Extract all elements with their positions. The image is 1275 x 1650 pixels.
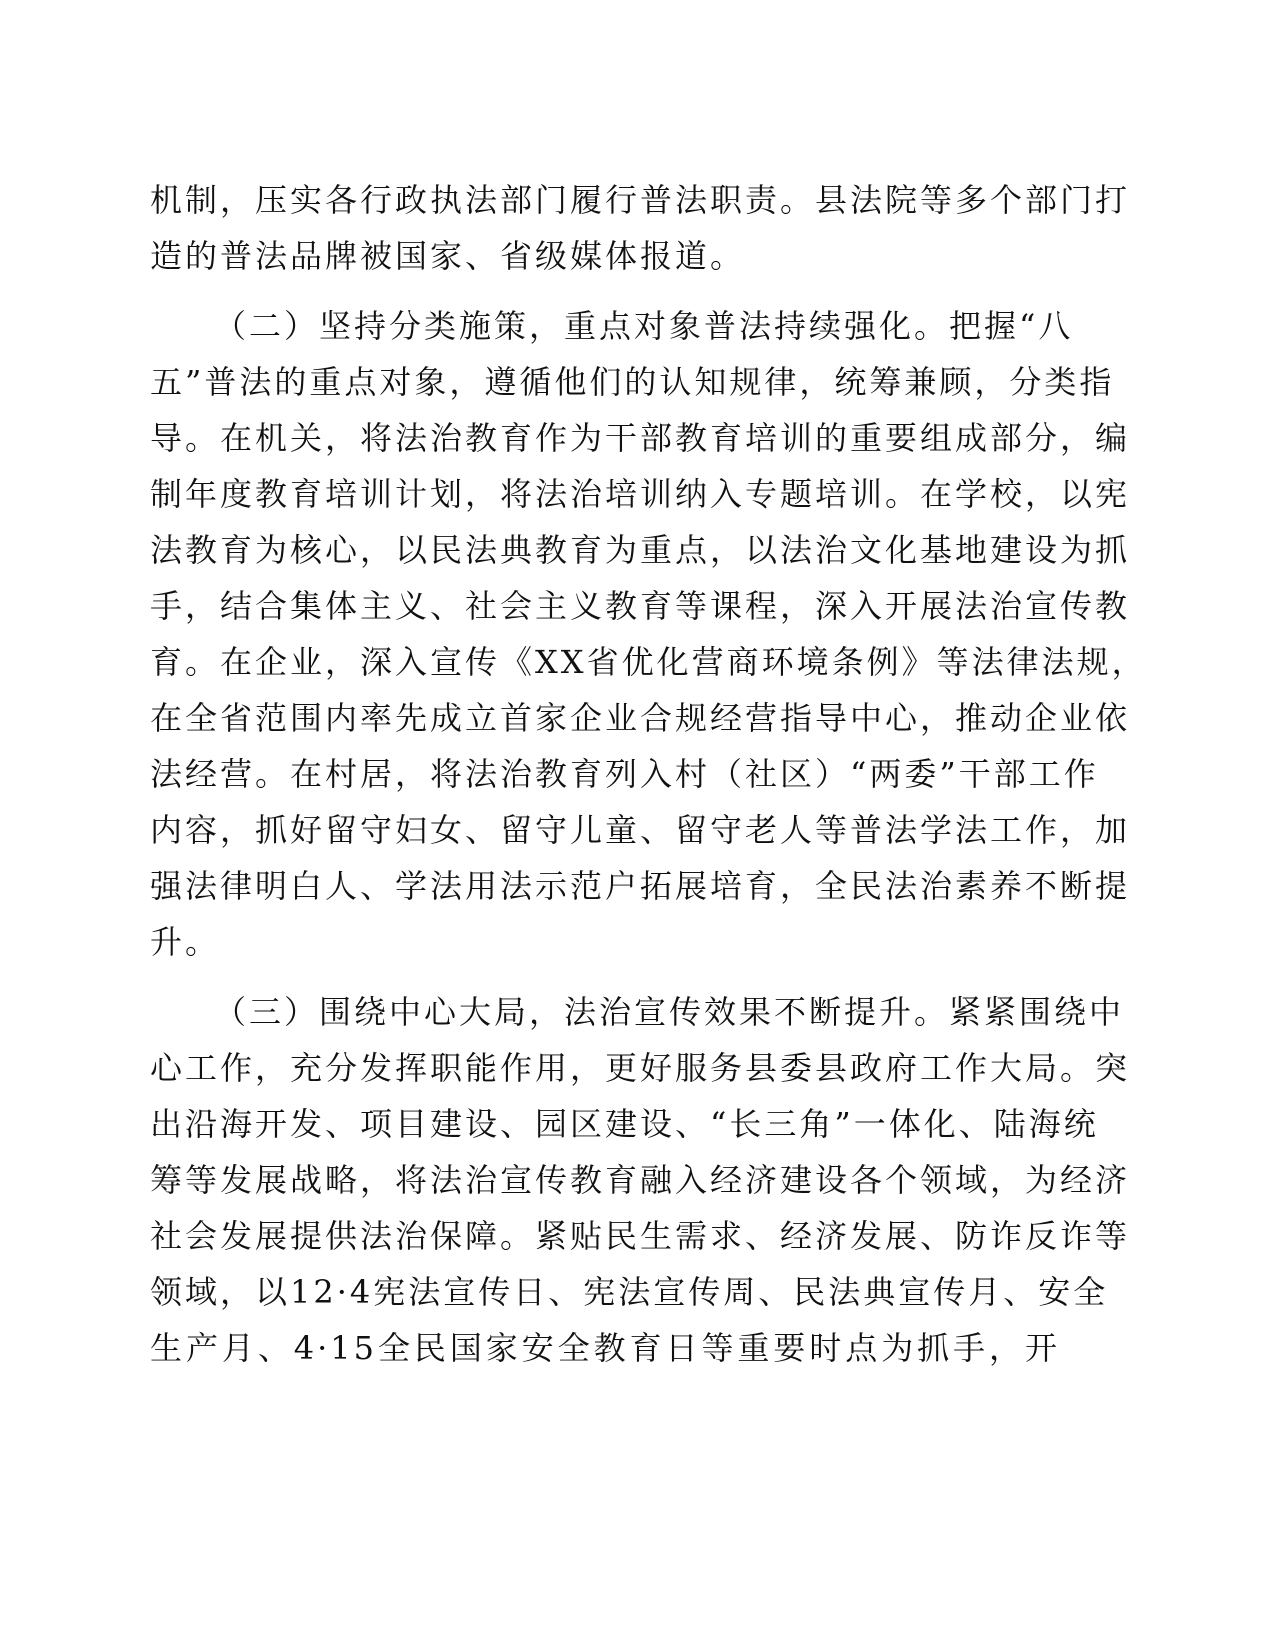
paragraph-line: 制年度教育培训计划，将法治培训纳入专题培训。在学校，以宪	[150, 475, 1131, 513]
paragraph-line: 社会发展提供法治保障。紧贴民生需求、经济发展、防诈反诈等	[150, 1217, 1131, 1255]
section-heading-line: （二）坚持分类施策，重点对象普法持续强化。把握“八	[214, 307, 1074, 345]
section-heading-line: （三）围绕中心大局，法治宣传效果不断提升。紧紧围绕中	[214, 993, 1125, 1031]
paragraph-line: 导。在机关，将法治教育作为干部教育培训的重要组成部分，编	[150, 419, 1131, 457]
paragraph-line: 心工作，充分发挥职能作用，更好服务县委县政府工作大局。突	[150, 1049, 1131, 1087]
paragraph-line: 育。在企业，深入宣传《XX省优化营商环境条例》等法律法规，	[150, 643, 1147, 681]
paragraph-line: 法经营。在村居，将法治教育列入村（社区）“两委”干部工作	[150, 755, 1099, 793]
paragraph-line: 出沿海开发、项目建设、园区建设、“长三角”一体化、陆海统	[150, 1105, 1099, 1143]
paragraph-line: 手，结合集体主义、社会主义教育等课程，深入开展法治宣传教	[150, 587, 1131, 625]
paragraph-line: 内容，抓好留守妇女、留守儿童、留守老人等普法学法工作，加	[150, 811, 1131, 849]
paragraph-line: 法教育为核心，以民法典教育为重点，以法治文化基地建设为抓	[150, 531, 1131, 569]
paragraph-line: 五”普法的重点对象，遵循他们的认知规律，统筹兼顾，分类指	[150, 363, 1115, 401]
paragraph-line: 强法律明白人、学法用法示范户拓展培育，全民法治素养不断提	[150, 867, 1131, 905]
paragraph-line: 领域，以12·4宪法宣传日、宪法宣传周、民法典宣传月、安全	[150, 1273, 1109, 1311]
paragraph-line: 在全省范围内率先成立首家企业合规经营指导中心，推动企业依	[150, 699, 1131, 737]
paragraph-line: 筹等发展战略，将法治宣传教育融入经济建设各个领域，为经济	[150, 1161, 1131, 1199]
paragraph-line: 机制，压实各行政执法部门履行普法职责。县法院等多个部门打	[150, 181, 1131, 219]
paragraph-line: 造的普法品牌被国家、省级媒体报道。	[150, 237, 746, 275]
paragraph-line: 生产月、4·15全民国家安全教育日等重要时点为抓手，开	[150, 1329, 1060, 1367]
paragraph-line: 升。	[150, 923, 221, 961]
